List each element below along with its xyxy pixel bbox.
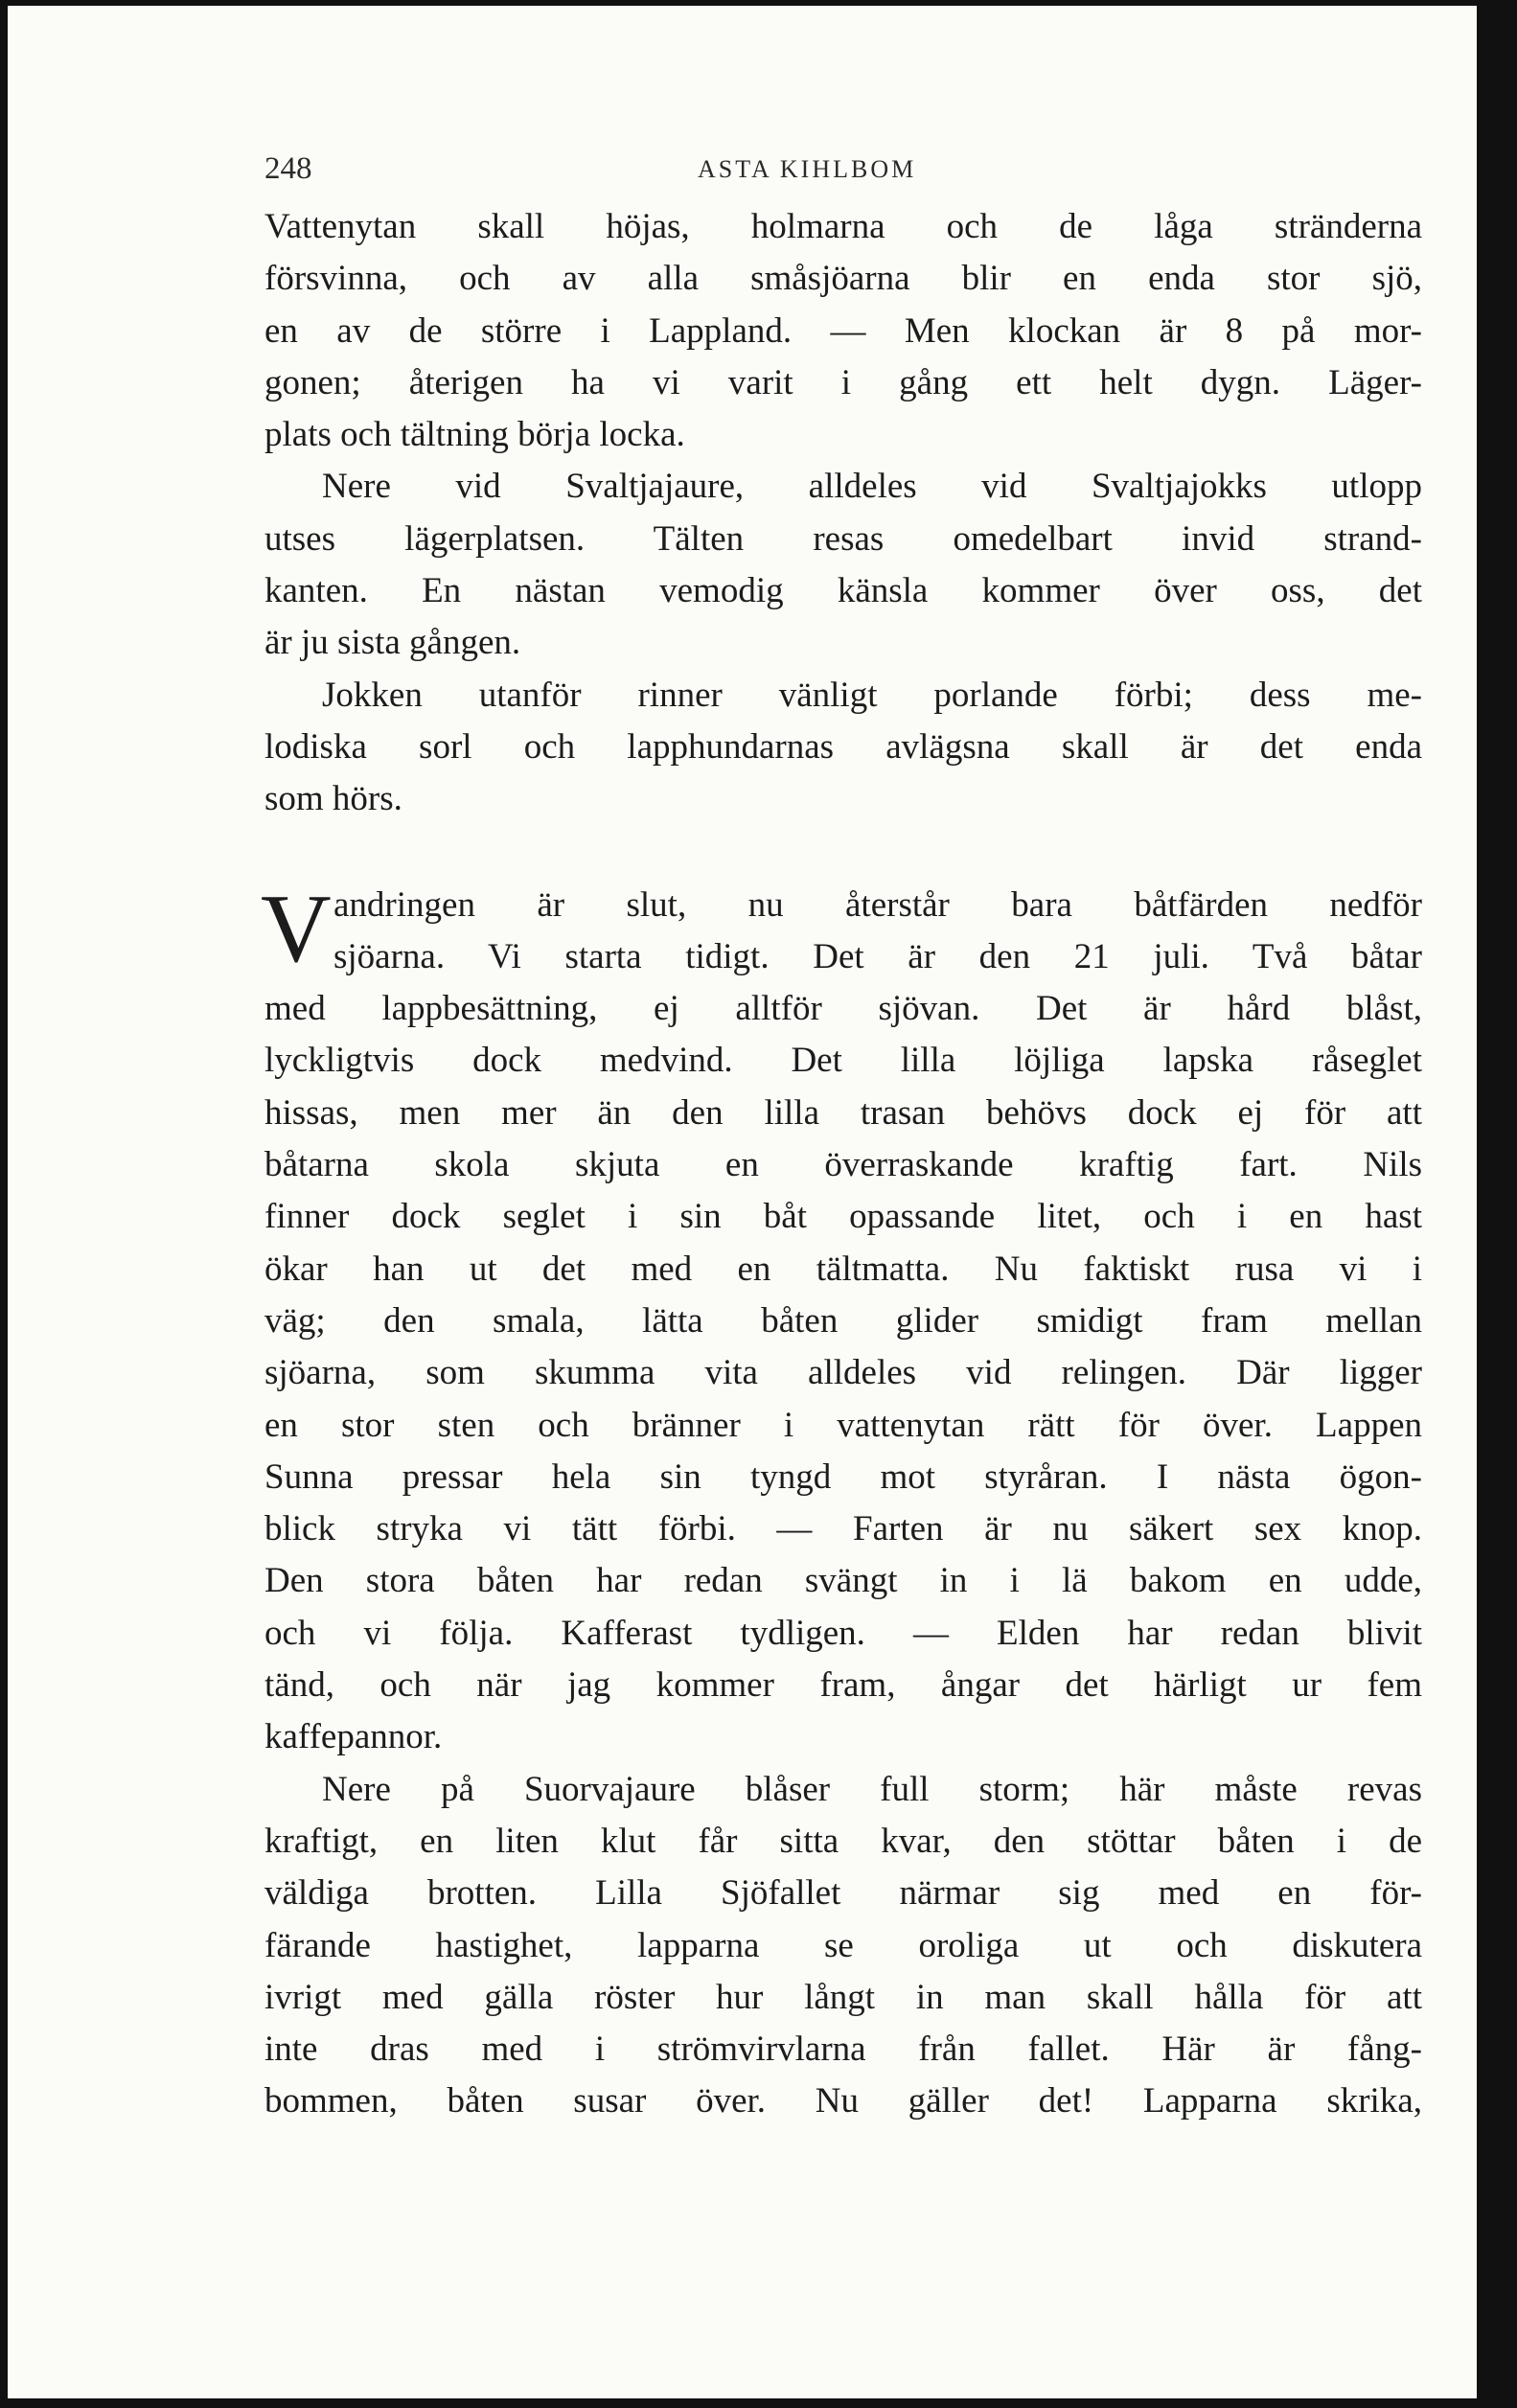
- text-line: hissas, men mer än den lilla trasan behövs dock ej för att: [264, 1092, 1422, 1133]
- text-line: färande hastighet, lapparna se oroliga ut och diskutera: [264, 1925, 1422, 1965]
- text-line: kanten. En nästan vemodig känsla kommer över oss, det: [264, 571, 1422, 611]
- drop-cap-letter: V: [261, 874, 332, 983]
- text-line: Sunna pressar hela sin tyngd mot styråran. I nästa ögon-: [264, 1456, 1422, 1497]
- text-line: Den stora båten har redan svängt in i lä bakom en udde,: [264, 1561, 1422, 1601]
- text-line: Jokken utanför rinner vänligt porlande förbi; dess me-: [322, 675, 1422, 715]
- book-page: [8, 6, 1498, 2398]
- text-line: lodiska sorl och lapphundarnas avlägsna skall är det enda: [264, 726, 1422, 767]
- text-line: båtarna skola skjuta en överraskande kraftig fart. Nils: [264, 1145, 1422, 1185]
- body-text: [261, 201, 1422, 2128]
- text-line: tänd, och när jag kommer fram, ångar det härligt ur fem: [264, 1665, 1422, 1706]
- text-line: ökar han ut det med en tältmatta. Nu faktiskt rusa vi i: [264, 1249, 1422, 1289]
- text-line: försvinna, och av alla småsjöarna blir en enda stor sjö,: [264, 259, 1422, 299]
- text-line: en av de större i Lappland. — Men klockan är 8 på mor-: [264, 310, 1422, 351]
- text-line: utses lägerplatsen. Tälten resas omedelbart invid strand-: [264, 518, 1422, 559]
- text-line: andringen är slut, nu återstår bara båtfärden nedför: [333, 884, 1422, 925]
- text-line: gonen; återigen ha vi varit i gång ett helt dygn. Läger-: [264, 362, 1422, 402]
- text-line: inte dras med i strömvirvlarna från fallet. Här är fång-: [264, 2030, 1422, 2070]
- scan-edge: [1477, 6, 1498, 2398]
- text-line: väldiga brotten. Lilla Sjöfallet närmar sig med en för-: [264, 1873, 1422, 1914]
- text-line: Nere vid Svaltjajaure, alldeles vid Svaltjajokks utlopp: [322, 467, 1422, 507]
- text-line: kraftigt, en liten klut får sitta kvar, den stöttar båten i de: [264, 1821, 1422, 1861]
- page-header: [257, 151, 1426, 190]
- text-line: Nere på Suorvajaure blåser full storm; här måste revas: [322, 1769, 1422, 1809]
- text-line: väg; den smala, lätta båten glider smidigt fram mellan: [264, 1300, 1422, 1341]
- section-break: [264, 826, 1422, 880]
- paragraph: [264, 461, 1422, 669]
- text-line: en stor sten och bränner i vattenytan rätt för över. Lappen: [264, 1405, 1422, 1445]
- text-line: som hörs.: [264, 779, 402, 819]
- paragraph: [264, 670, 1422, 826]
- text-line: ivrigt med gälla röster hur långt in man skall hålla för att: [264, 1977, 1422, 2017]
- text-line: bommen, båten susar över. Nu gäller det! Lapparna skrika,: [264, 2081, 1422, 2121]
- text-line: och vi följa. Kafferast tydligen. — Elden har redan blivit: [264, 1613, 1422, 1653]
- text-line: Vattenytan skall höjas, holmarna och de låga stränderna: [264, 207, 1422, 246]
- text-line: med lappbesättning, ej alltför sjövan. Det är hård blåst,: [264, 989, 1422, 1029]
- paragraph: [264, 201, 1422, 461]
- text-line: blick stryka vi tätt förbi. — Farten är nu säkert sex knop.: [264, 1509, 1422, 1549]
- running-head: ASTA KIHLBOM: [698, 155, 917, 183]
- text-line: plats och tältning börja locka.: [264, 415, 685, 455]
- text-line: finner dock seglet i sin båt opassande litet, och i en hast: [264, 1197, 1422, 1237]
- text-line: sjöarna, som skumma vita alldeles vid relingen. Där ligger: [264, 1353, 1422, 1393]
- text-line: lyckligtvis dock medvind. Det lilla löjliga lapska råseglet: [264, 1041, 1422, 1081]
- text-line: är ju sista gången.: [264, 623, 521, 663]
- paragraph-drop-cap: [261, 874, 1422, 1764]
- page-number: 248: [264, 151, 312, 186]
- paragraph: [264, 1764, 1422, 2128]
- text-line: sjöarna. Vi starta tidigt. Det är den 21 juli. Två båtar: [333, 936, 1422, 976]
- text-line: kaffepannor.: [264, 1717, 443, 1757]
